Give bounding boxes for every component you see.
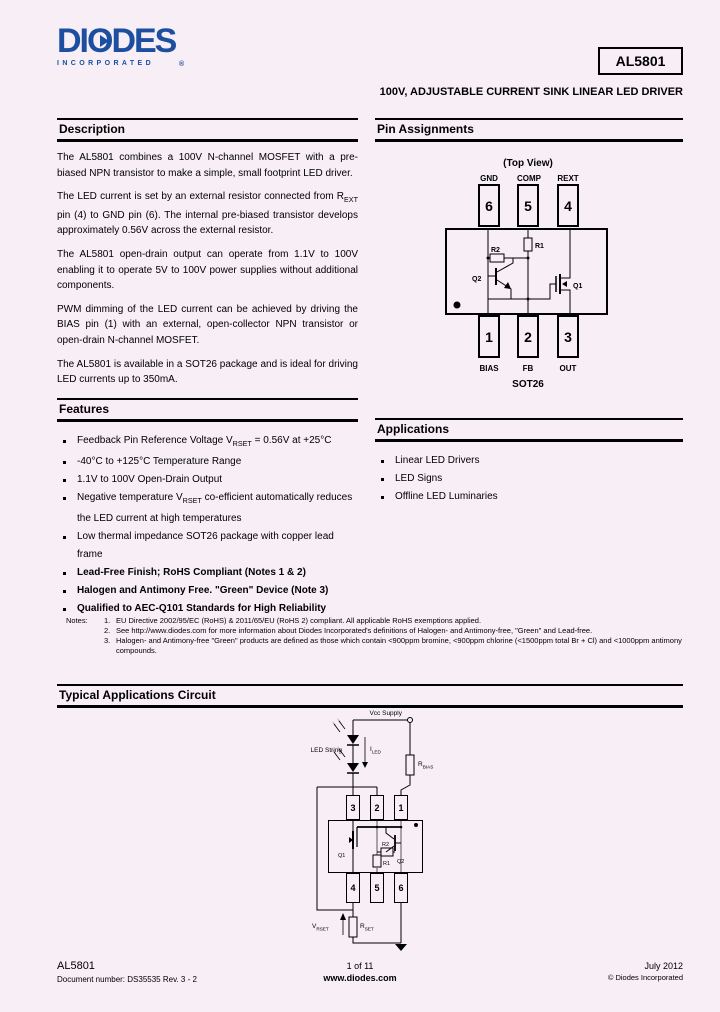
svg-text:Q2: Q2	[472, 276, 482, 283]
feature-item: Negative temperature $V_{RSET}$ co-efficient automatically reduces the LED current at high temperatures	[57, 489, 358, 528]
bullet-icon	[63, 440, 66, 443]
app-pin-5: 5	[370, 873, 384, 903]
svg-text:R1: R1	[383, 861, 391, 867]
diodes-logo	[57, 24, 207, 67]
note-item: 2. See http://www.diodes.com for more information about Diodes Incorporated's definitions of Halogen- and Antimony-free, "Green" and Lead-free.	[104, 626, 593, 635]
footer-copyright: © Diodes Incorporated	[607, 973, 683, 982]
feature-item: Qualified to AEC-Q101 Standards for High Reliability	[57, 600, 358, 618]
footer-doc-number: Document number: DS35535 Rev. 3 - 2	[57, 975, 197, 984]
led-string-label: LED String	[310, 747, 342, 754]
logo-text: DIODES	[57, 22, 176, 60]
applications-heading: Applications	[375, 418, 683, 442]
pin-body: 6	[478, 184, 500, 227]
notes-block	[66, 616, 682, 656]
feature-item: Lead-Free Finish; RoHS Compliant (Notes 1 & 2)	[57, 564, 358, 582]
feature-item: Feedback Pin Reference Voltage $V_{RSET} = 0.56V$ at +25°C	[57, 432, 358, 453]
pin-body: 1	[478, 315, 500, 358]
bullet-icon	[63, 479, 66, 482]
app-pin-6: 6	[394, 873, 408, 903]
rset-label: $R_{SET}$	[360, 923, 374, 932]
pin-6-gnd: GND 6	[478, 173, 500, 227]
features-list	[57, 432, 358, 618]
notes-label: Notes:	[66, 616, 88, 625]
bullet-icon	[63, 497, 66, 500]
description-section	[57, 118, 358, 396]
app-pin-3: 3	[346, 795, 360, 820]
svg-text:R1: R1	[535, 243, 544, 250]
bullet-icon	[381, 478, 384, 481]
description-paragraph: The AL5801 is available in a SOT26 package and is ideal for driving LED currents up to 350mA.	[57, 358, 358, 386]
top-view-label: (Top View)	[503, 158, 553, 169]
svg-text:R2: R2	[491, 247, 500, 254]
pin-body: 5	[517, 184, 539, 227]
svg-text:R2: R2	[382, 842, 390, 848]
bullet-icon	[63, 536, 66, 539]
bullet-icon	[381, 460, 384, 463]
feature-item: -40°C to +125°C Temperature Range	[57, 453, 358, 471]
pin-3-out: 3 OUT	[557, 315, 579, 374]
typical-application-circuit-diagram	[288, 705, 463, 965]
footer-date: July 2012	[644, 961, 683, 971]
bullet-icon	[63, 572, 66, 575]
pin-assignment-diagram	[375, 158, 683, 403]
app-pin-4: 4	[346, 873, 360, 903]
diode-arrow-icon	[100, 35, 109, 47]
app-pin-1: 1	[394, 795, 408, 820]
pin-5-comp: COMP 5	[517, 173, 539, 227]
registered-mark: ®	[179, 61, 185, 68]
document-title: 100V, ADJUSTABLE CURRENT SINK LINEAR LED DRIVER	[379, 86, 683, 98]
bullet-icon	[381, 496, 384, 499]
svg-text:Q2: Q2	[397, 859, 405, 865]
description-paragraph: The LED current is set by an external resistor connected from $R_{EXT}$ pin (4) to GND pin (6). The internal pre-biased transistor develops approximately 0.56V across the external resistor.	[57, 191, 358, 237]
features-heading: Features	[57, 398, 358, 422]
footer-right	[608, 960, 683, 984]
svg-text:Q1: Q1	[338, 853, 346, 859]
note-item: 1. EU Directive 2002/95/EC (RoHS) & 2011/65/EU (RoHS 2) compliant. All applicable RoHS exemptions applied.	[104, 616, 482, 625]
description-heading: Description	[57, 118, 358, 142]
part-number: AL5801	[615, 53, 666, 69]
vrset-label: $V_{RSET}$	[312, 923, 329, 932]
typical-circuit-heading: Typical Applications Circuit	[57, 684, 683, 708]
bullet-icon	[63, 608, 66, 611]
note-item: 3. Halogen- and Antimony-free "Green" products are defined as those which contain <900ppm bromine, <900ppm chlorine (<1500ppm total Br + Cl) and <1000ppm antimony compounds.	[104, 636, 682, 655]
footer-website-link[interactable]: www.diodes.com	[323, 973, 397, 983]
bullet-icon	[63, 590, 66, 593]
part-number-box	[598, 47, 683, 75]
description-paragraph: The AL5801 open-drain output can operate from 1.1V to 100V enabling it to operate 5V to 100V power supplies without additional components.	[57, 248, 358, 292]
pin-4-rext: REXT 4	[557, 173, 579, 227]
app-pin-2: 2	[370, 795, 384, 820]
application-item: Linear LED Drivers	[375, 452, 683, 470]
application-item: Offline LED Luminaries	[375, 488, 683, 506]
footer-part-number: AL5801	[57, 960, 95, 972]
bullet-icon	[63, 461, 66, 464]
footer-page-number: 1 of 11	[346, 961, 374, 971]
feature-item: 1.1V to 100V Open-Drain Output	[57, 471, 358, 489]
description-body	[57, 150, 358, 388]
package-name: SOT26	[512, 379, 544, 390]
ic-body	[328, 820, 423, 873]
description-paragraph: PWM dimming of the LED current can be achieved by driving the BIAS pin (1) with an external, open-collector NPN transistor or open-drain N-channel MOSFET.	[57, 303, 358, 346]
pin-2-fb: 2 FB	[517, 315, 539, 374]
pin-assignments-heading: Pin Assignments	[375, 118, 683, 142]
pin-assignments-section	[375, 118, 683, 142]
logo-subtitle: INCORPORATED	[57, 60, 155, 67]
applications-list	[375, 452, 683, 506]
rbias-label: $R_{BIAS}$	[418, 761, 434, 770]
features-section	[57, 398, 358, 618]
applications-section	[375, 418, 683, 506]
vcc-supply-label: Vcc Supply	[369, 710, 402, 717]
pin-body: 4	[557, 184, 579, 227]
feature-item: Low thermal impedance SOT26 package with copper lead frame	[57, 528, 358, 564]
pin1-marker-dot	[454, 302, 461, 309]
pin-body: 2	[517, 315, 539, 358]
pin-1-bias: 1 BIAS	[478, 315, 500, 374]
description-paragraph: The AL5801 combines a 100V N-channel MOSFET with a pre-biased NPN transistor to make a simple, small footprint LED driver.	[57, 152, 358, 179]
iled-label: $I_{LED}$	[370, 746, 381, 755]
pin-body: 3	[557, 315, 579, 358]
feature-item: Halogen and Antimony Free. "Green" Device (Note 3)	[57, 582, 358, 600]
svg-text:Q1: Q1	[573, 283, 583, 290]
sot26-internal-circuit	[445, 228, 608, 315]
application-item: LED Signs	[375, 470, 683, 488]
